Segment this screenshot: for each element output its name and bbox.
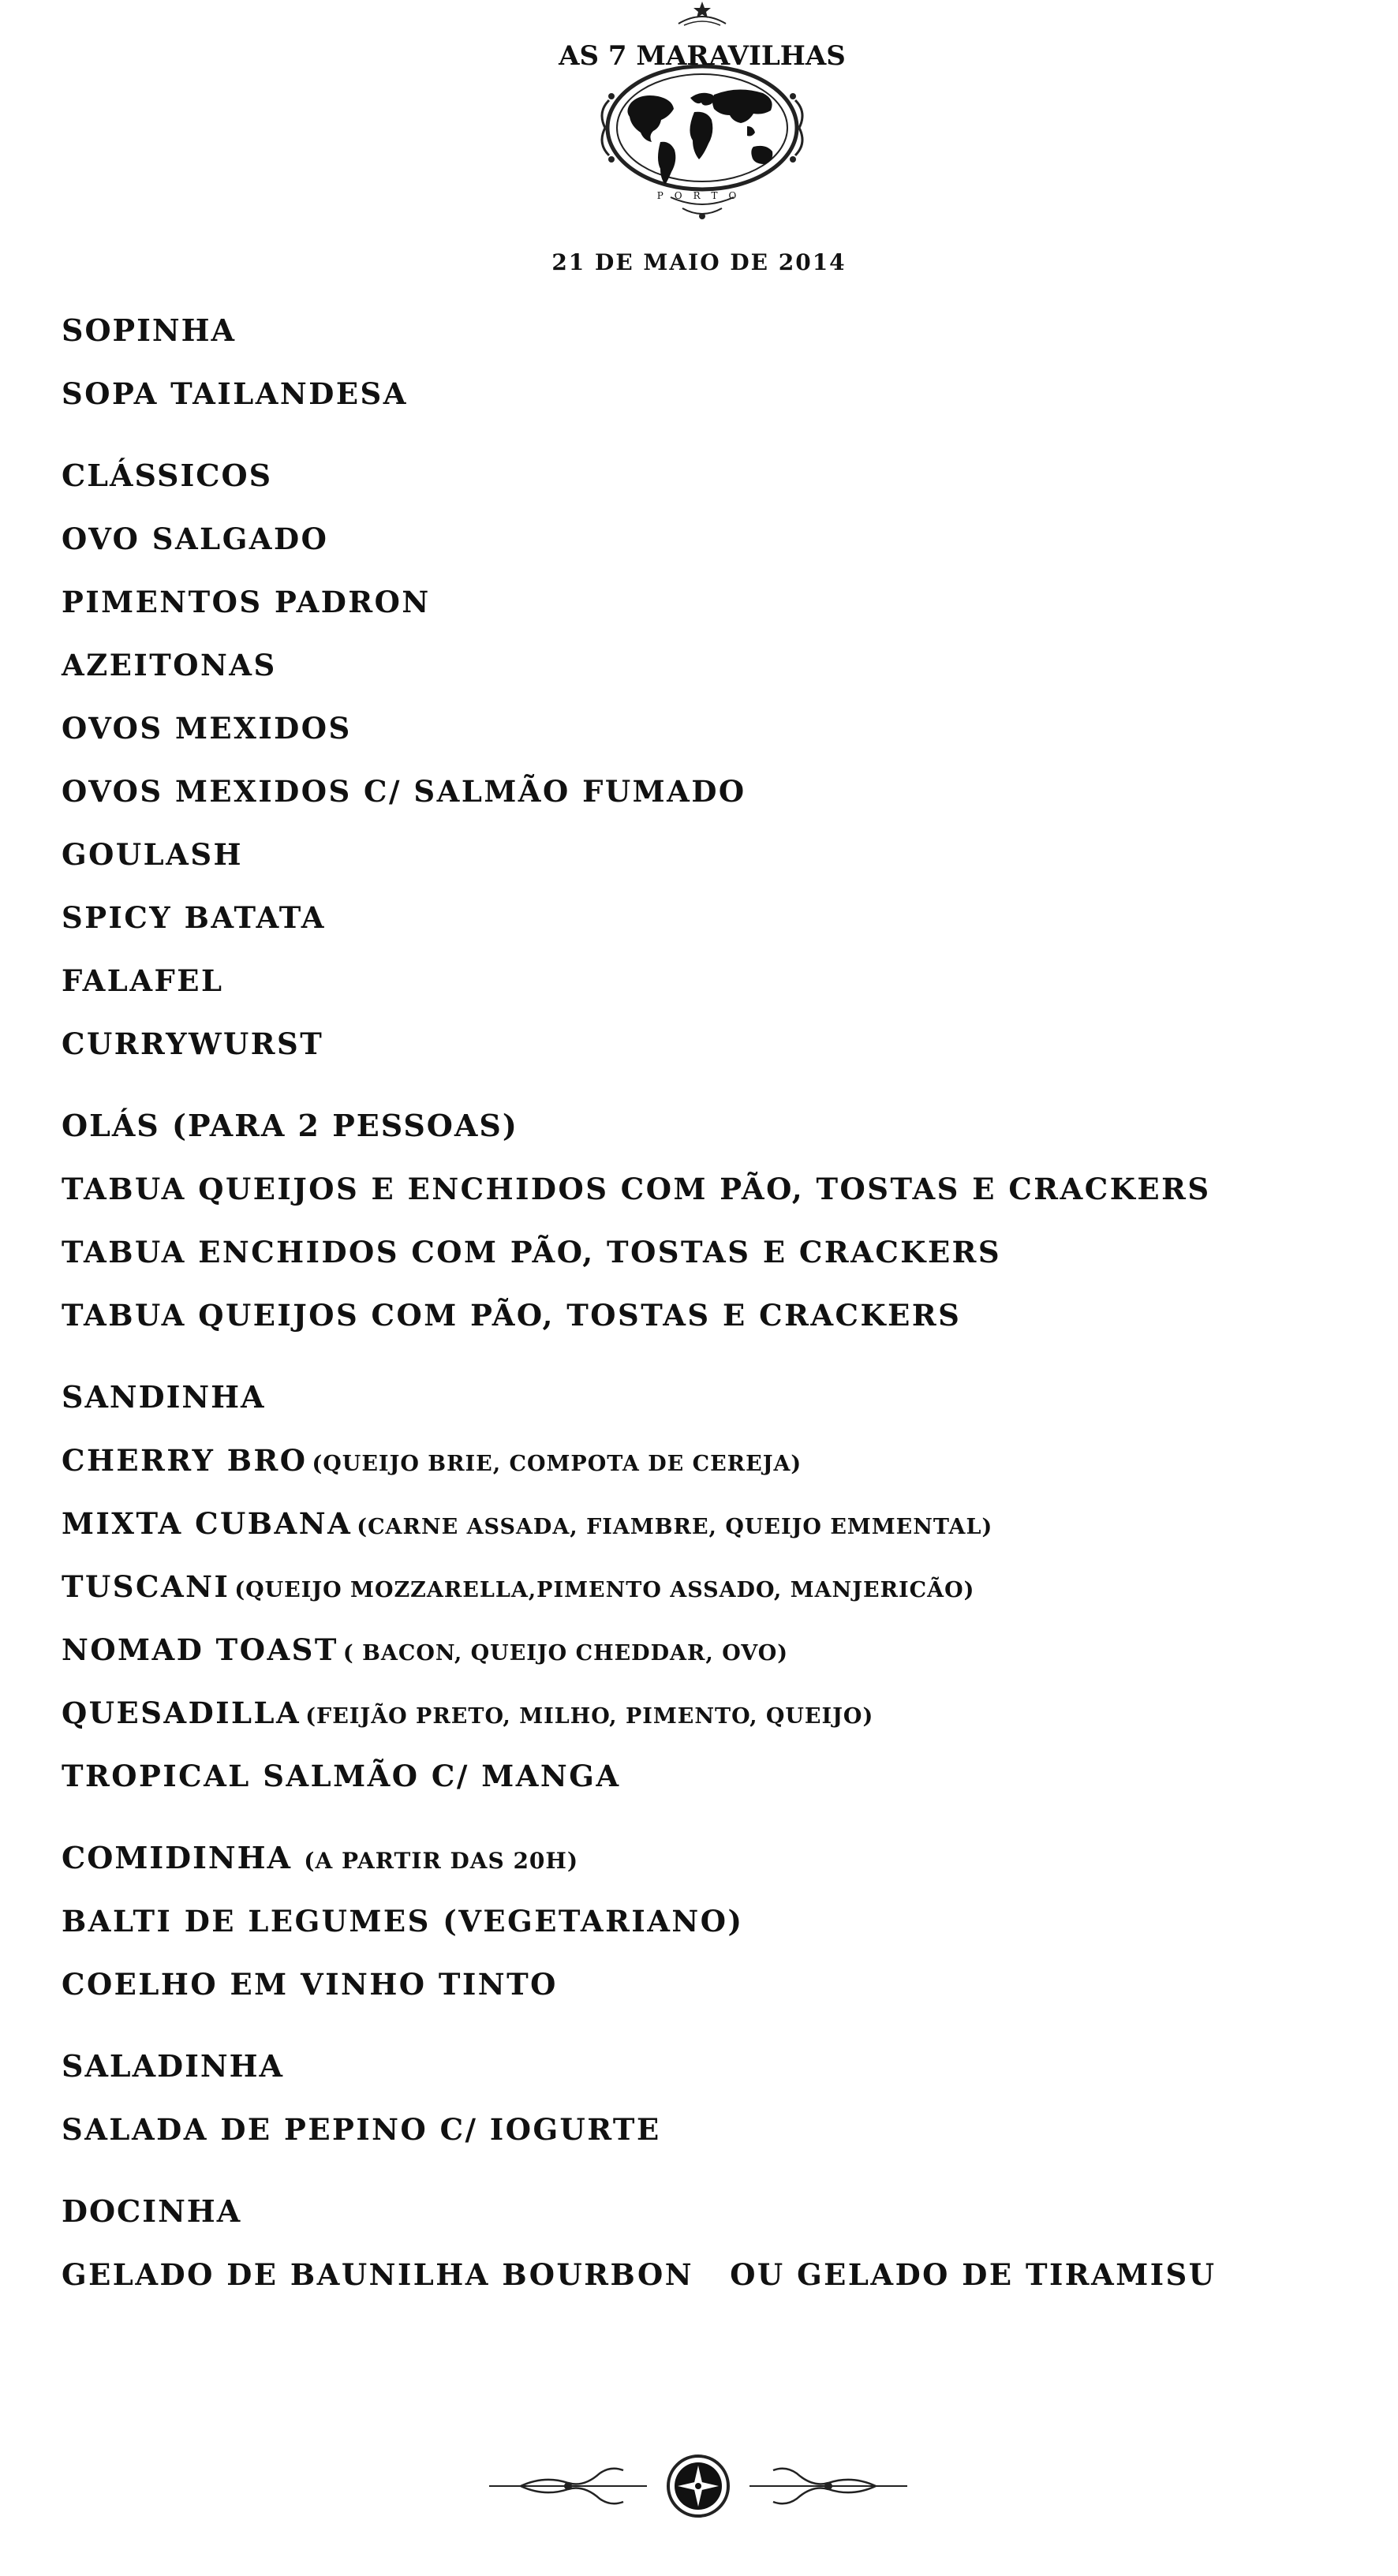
section-title-text: DOCINHA <box>62 2193 242 2229</box>
menu-item <box>62 1564 1340 1627</box>
menu-item <box>62 1961 1340 2025</box>
menu-item-name: QUESADILLA <box>62 1696 301 1730</box>
section-title-text: OLÁS (PARA 2 PESSOAS) <box>62 1108 518 1143</box>
menu-item <box>62 1166 1340 1229</box>
menu-item <box>62 2252 1340 2315</box>
menu-item <box>62 579 1340 642</box>
menu-item-name: PIMENTOS PADRON <box>62 585 431 619</box>
menu-item-name: FALAFEL <box>62 963 224 998</box>
menu-item-name: SOPA TAILANDESA <box>62 376 408 411</box>
menu-item-name: BALTI DE LEGUMES (VEGETARIANO) <box>62 1904 744 1939</box>
menu-item <box>62 1501 1340 1564</box>
menu-section <box>62 2043 1340 2170</box>
section-title-text: COMIDINHA <box>62 1840 293 1875</box>
menu-item-detail: (FEIJÃO PRETO, MILHO, PIMENTO, QUEIJO) <box>305 1704 874 1729</box>
menu-item-name: TUSCANI <box>62 1569 230 1604</box>
section-note: (A PARTIR DAS 20H) <box>304 1848 579 1874</box>
menu-item-name: OVOS MEXIDOS <box>62 711 352 746</box>
menu-item-name: SALADA DE PEPINO C/ IOGURTE <box>62 2112 661 2147</box>
menu-item-detail: (QUEIJO MOZZARELLA,PIMENTO ASSADO, MANJERICÃO) <box>234 1578 975 1602</box>
section-title <box>62 453 1340 516</box>
menu-item <box>62 1292 1340 1355</box>
logo-subtext: PORTO <box>656 190 748 201</box>
menu-item <box>62 705 1340 768</box>
menu-item-detail: (CARNE ASSADA, FIAMBRE, QUEIJO EMMENTAL) <box>357 1515 993 1539</box>
menu-item-detail: (QUEIJO BRIE, COMPOTA DE CEREJA) <box>312 1452 802 1476</box>
section-title <box>62 1835 1340 1898</box>
menu-list <box>62 308 1340 2334</box>
menu-item <box>62 1021 1340 1084</box>
menu-item-name: GELADO DE BAUNILHA BOURBON OU GELADO DE TIRAMISU <box>62 2257 1217 2292</box>
compass-ornament-icon <box>489 2454 907 2518</box>
section-title <box>62 308 1340 371</box>
menu-item <box>62 516 1340 579</box>
menu-item-name: MIXTA CUBANA <box>62 1506 353 1541</box>
menu-item <box>62 895 1340 958</box>
menu-item-name: OVO SALGADO <box>62 522 329 556</box>
menu-item-name: COELHO EM VINHO TINTO <box>62 1967 558 2002</box>
menu-item <box>62 371 1340 434</box>
menu-item-name: AZEITONAS <box>62 648 277 682</box>
menu-item <box>62 1627 1340 1690</box>
menu-item <box>62 768 1340 832</box>
section-title-text: CLÁSSICOS <box>62 458 273 493</box>
menu-item <box>62 1438 1340 1501</box>
menu-item-name: CURRYWURST <box>62 1026 324 1061</box>
section-title <box>62 2189 1340 2252</box>
menu-section <box>62 1103 1340 1355</box>
menu-item <box>62 1229 1340 1292</box>
menu-item-name: NOMAD TOAST <box>62 1632 338 1667</box>
section-title-text: SANDINHA <box>62 1379 266 1415</box>
menu-section <box>62 1835 1340 2025</box>
world-map-emblem-icon <box>602 2 802 219</box>
menu-section <box>62 2189 1340 2315</box>
menu-item-name: TABUA ENCHIDOS COM PÃO, TOSTAS E CRACKERS <box>62 1235 1002 1269</box>
section-title <box>62 1374 1340 1438</box>
section-title <box>62 2043 1340 2107</box>
menu-item-name: TABUA QUEIJOS COM PÃO, TOSTAS E CRACKERS <box>62 1298 962 1333</box>
menu-item <box>62 958 1340 1021</box>
menu-item-name: GOULASH <box>62 837 243 872</box>
menu-item-name: TABUA QUEIJOS E ENCHIDOS COM PÃO, TOSTAS E CRACKERS <box>62 1172 1211 1206</box>
menu-item-name: CHERRY BRO <box>62 1443 308 1478</box>
menu-item-detail: ( BACON, QUEIJO CHEDDAR, OVO) <box>342 1641 789 1666</box>
menu-item <box>62 1753 1340 1816</box>
section-title-text: SOPINHA <box>62 312 237 348</box>
menu-section <box>62 308 1340 434</box>
section-title <box>62 1103 1340 1166</box>
menu-section <box>62 1374 1340 1816</box>
menu-item <box>62 1898 1340 1961</box>
menu-item <box>62 1690 1340 1753</box>
menu-item-name: OVOS MEXIDOS C/ SALMÃO FUMADO <box>62 774 746 809</box>
menu-section <box>62 453 1340 1084</box>
menu-item <box>62 832 1340 895</box>
menu-item <box>62 642 1340 705</box>
logo-text: AS 7 MARAVILHAS <box>559 40 846 72</box>
menu-item-name: TROPICAL SALMÃO C/ MANGA <box>62 1759 621 1793</box>
menu-date: 21 DE MAIO DE 2014 <box>551 249 847 275</box>
section-title-text: SALADINHA <box>62 2048 284 2084</box>
menu-item-name: SPICY BATATA <box>62 900 326 935</box>
menu-item <box>62 2107 1340 2170</box>
logo <box>559 2 846 226</box>
